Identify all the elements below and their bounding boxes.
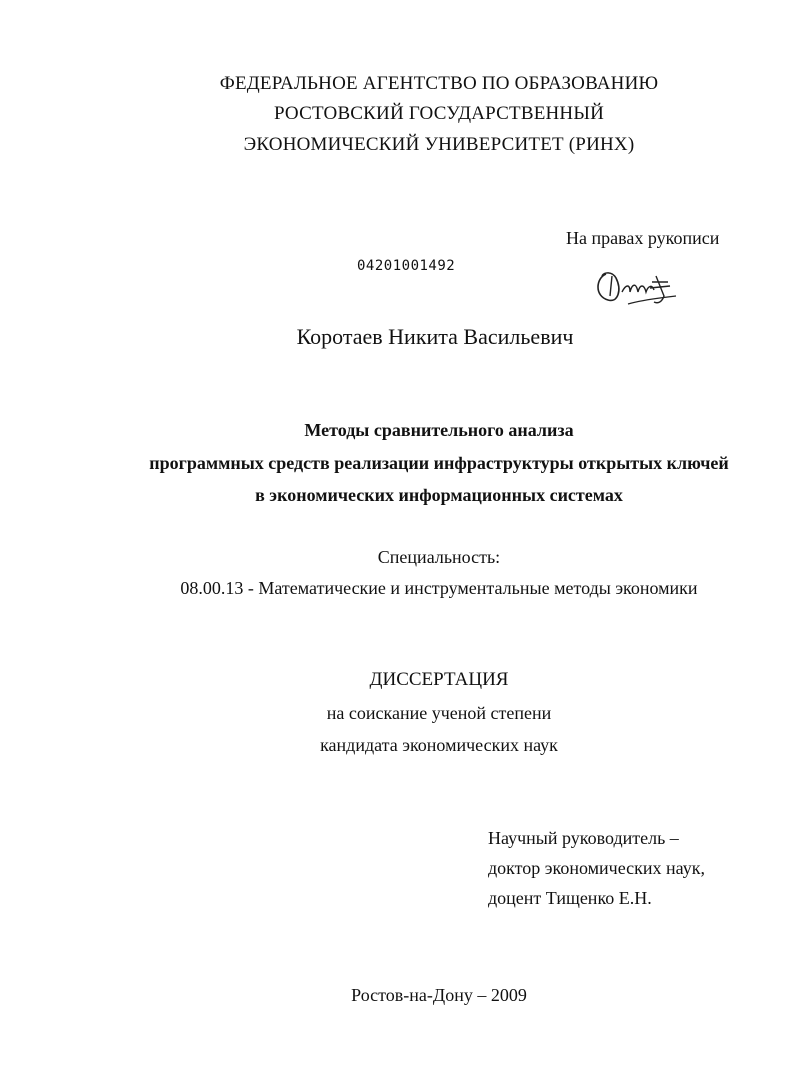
supervisor-line-1: Научный руководитель – [488, 828, 679, 848]
dissertation-type: ДИССЕРТАЦИЯ [369, 669, 509, 690]
title-line-3: в экономических информационных системах [255, 485, 623, 505]
title-line-2: программных средств реализации инфраструктуры открытых ключей [149, 453, 729, 473]
title-line-1: Методы сравнительного анализа [304, 420, 574, 440]
degree-line-2: кандидата экономических наук [320, 735, 558, 755]
document-code: 04201001492 [357, 258, 456, 274]
degree-line-1: на соискание ученой степени [326, 703, 552, 723]
specialty-value: 08.00.13 - Математические и инструментальные методы экономики [180, 578, 698, 598]
author-name: Коротаев Никита Васильевич [296, 324, 574, 349]
specialty-label: Специальность: [377, 547, 501, 567]
org-line-1: ФЕДЕРАЛЬНОЕ АГЕНТСТВО ПО ОБРАЗОВАНИЮ [219, 73, 659, 94]
supervisor-line-3: доцент Тищенко Е.Н. [488, 888, 652, 908]
supervisor-line-2: доктор экономических наук, [488, 858, 705, 878]
org-line-2: РОСТОВСКИЙ ГОСУДАРСТВЕННЫЙ [273, 103, 605, 124]
manuscript-note: На правах рукописи [566, 228, 720, 248]
city-year: Ростов-на-Дону – 2009 [351, 985, 527, 1005]
org-line-3: ЭКОНОМИЧЕСКИЙ УНИВЕРСИТЕТ (РИНХ) [243, 134, 635, 155]
signature-icon [592, 262, 682, 310]
